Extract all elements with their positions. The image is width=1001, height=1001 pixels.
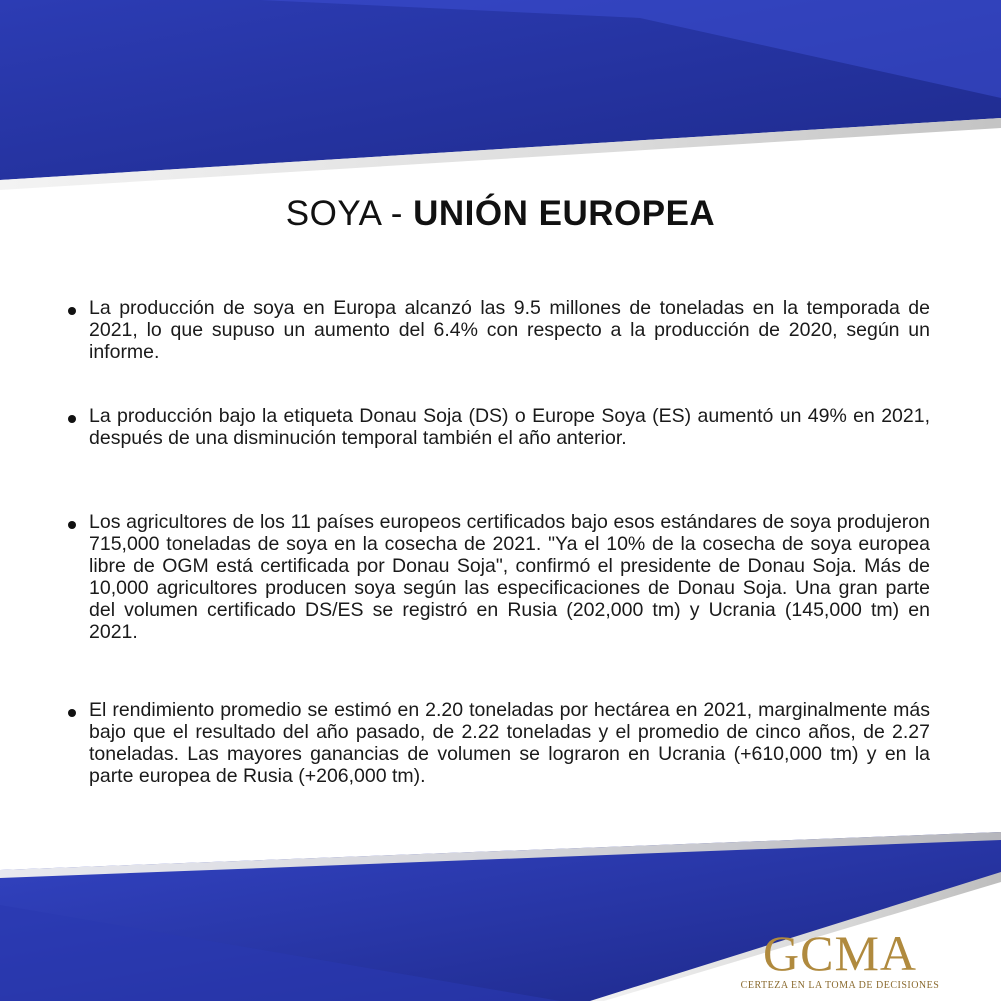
bullet-item bbox=[68, 405, 930, 449]
logo-wordmark: GCMA bbox=[762, 925, 918, 981]
top-band-shape bbox=[0, 0, 1001, 190]
bullet-dot-icon bbox=[68, 307, 76, 315]
bullet-text: La producción bajo la etiqueta Donau Soja (DS) o Europe Soya (ES) aumentó un 49% en 2021, después de una disminución temporal también el año anterior. bbox=[89, 405, 930, 449]
bullet-item bbox=[68, 511, 930, 643]
page-title bbox=[0, 194, 1001, 234]
bullet-text: El rendimiento promedio se estimó en 2.20 toneladas por hectárea en 2021, marginalmente más bajo que el resultado del año pasado, de 2.22 toneladas y el promedio de cinco años, de 2.27 toneladas. Las mayores ganancias de volumen se lograron en Ucrania (+610,000 tm) y en la parte europea de Rusia (+206,000 tm). bbox=[89, 699, 930, 787]
title-prefix: SOYA - bbox=[285, 194, 414, 233]
bullet-item bbox=[68, 297, 930, 363]
gcma-logo bbox=[740, 925, 940, 992]
bullet-dot-icon bbox=[68, 415, 76, 423]
title-main: UNIÓN EUROPEA bbox=[413, 194, 716, 233]
bullet-dot-icon bbox=[68, 709, 76, 717]
bullet-text: La producción de soya en Europa alcanzó las 9.5 millones de toneladas en la temporada de 2021, lo que supuso un aumento del 6.4% con respecto a la producción de 2020, según un informe. bbox=[89, 297, 930, 363]
bullet-item bbox=[68, 699, 930, 787]
logo-tagline: CERTEZA EN LA TOMA DE DECISIONES bbox=[740, 980, 940, 991]
bullet-text: Los agricultores de los 11 países europeos certificados bajo esos estándares de soya produjeron 715,000 toneladas de soya en la cosecha de 2021. "Ya el 10% de la cosecha de soya europea libre de OGM está certificada por Donau Soja", confirmó el presidente de Donau Soja. Más de 10,000 agricultores producen soya según las especificaciones de Donau Soja. Una gran parte del volumen certificado DS/ES se registró en Rusia (202,000 tm) y Ucrania (145,000 tm) en 2021. bbox=[89, 511, 930, 643]
bullet-dot-icon bbox=[68, 521, 76, 529]
